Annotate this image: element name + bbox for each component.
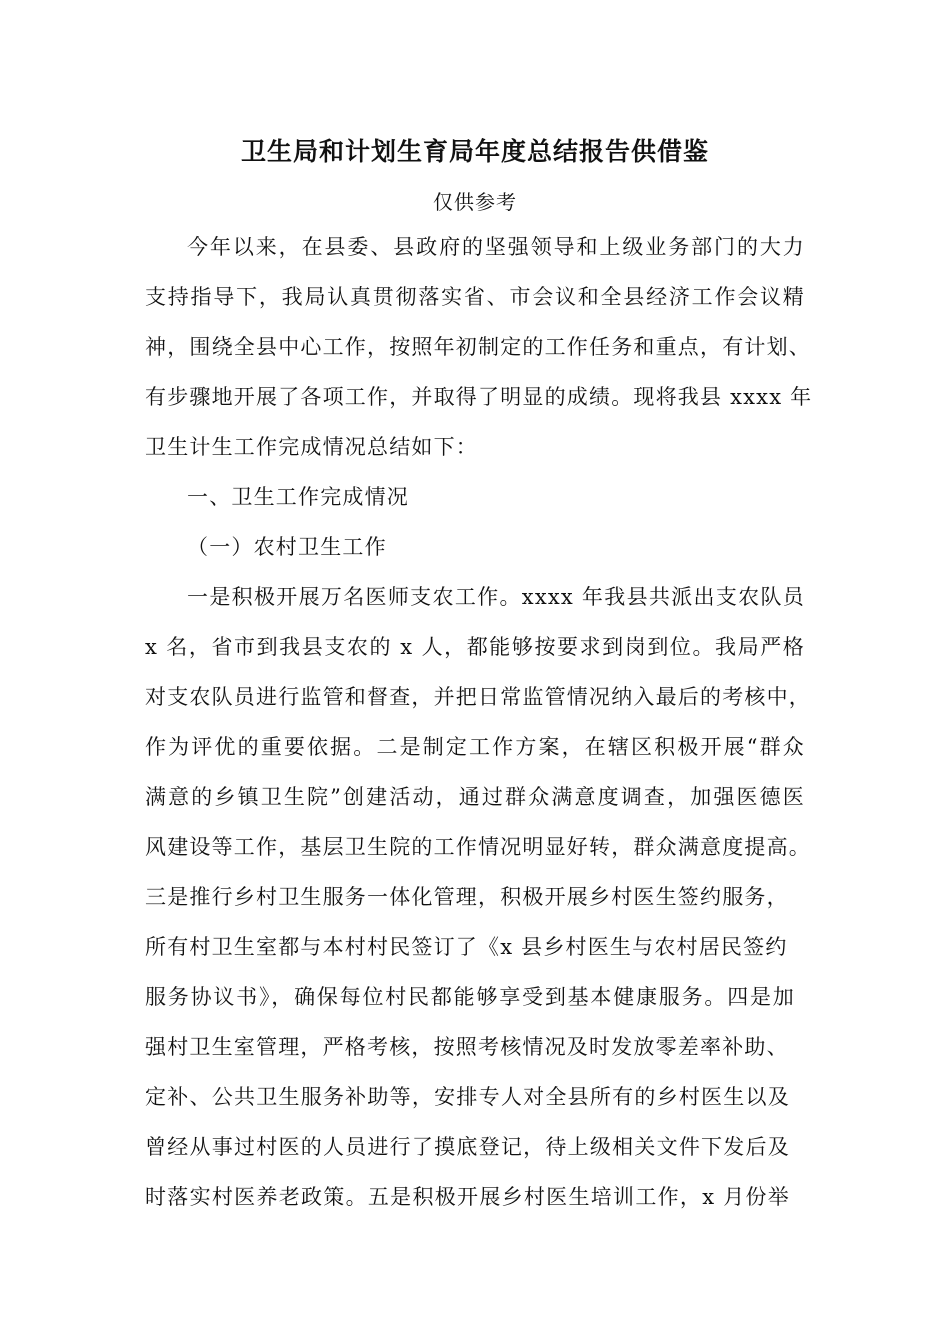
body-line: 有步骤地开展了各项工作，并取得了明显的成绩。现将我县 xxxx 年 <box>145 385 813 409</box>
body-line: 卫生计生工作完成情况总结如下： <box>145 435 478 459</box>
document-title: 卫生局和计划生育局年度总结报告供借鉴 <box>240 137 709 166</box>
document-subtitle: 仅供参考 <box>433 190 517 214</box>
body-line: 作为评优的重要依据。二是制定工作方案，在辖区积极开展“群众 <box>145 735 805 759</box>
body-line: 三是推行乡村卫生服务一体化管理，积极开展乡村医生签约服务， <box>145 885 789 909</box>
body-line: 时落实村医养老政策。五是积极开展乡村医生培训工作，x 月份举 <box>145 1185 790 1209</box>
body-line: 强村卫生室管理，严格考核，按照考核情况及时发放零差率补助、 <box>145 1035 789 1059</box>
body-line: 曾经从事过村医的人员进行了摸底登记，待上级相关文件下发后及 <box>145 1135 790 1159</box>
body-line: 对支农队员进行监管和督查，并把日常监管情况纳入最后的考核中， <box>145 685 811 709</box>
body-line: x 名，省市到我县支农的 x 人，都能够按要求到岗到位。我局严格 <box>145 635 805 659</box>
body-line: 满意的乡镇卫生院”创建活动，通过群众满意度调查，加强医德医 <box>145 785 805 809</box>
body-line: 一是积极开展万名医师支农工作。xxxx 年我县共派出支农队员 <box>187 585 805 609</box>
subsection-heading: （一）农村卫生工作 <box>187 535 387 559</box>
body-line: 神，围绕全县中心工作，按照年初制定的工作任务和重点，有计划、 <box>145 335 811 359</box>
section-heading: 一、卫生工作完成情况 <box>187 485 409 509</box>
body-line: 定补、公共卫生服务补助等，安排专人对全县所有的乡村医生以及 <box>145 1085 790 1109</box>
body-line: 风建设等工作，基层卫生院的工作情况明显好转，群众满意度提高。 <box>145 835 811 859</box>
body-line: 所有村卫生室都与本村村民签订了《x 县乡村医生与农村居民签约 <box>145 935 788 959</box>
body-line: 今年以来，在县委、县政府的坚强领导和上级业务部门的大力 <box>187 235 805 259</box>
body-line: 支持指导下，我局认真贯彻落实省、市会议和全县经济工作会议精 <box>145 285 805 309</box>
body-line: 服务协议书》，确保每位村民都能够享受到基本健康服务。四是加 <box>145 985 795 1009</box>
